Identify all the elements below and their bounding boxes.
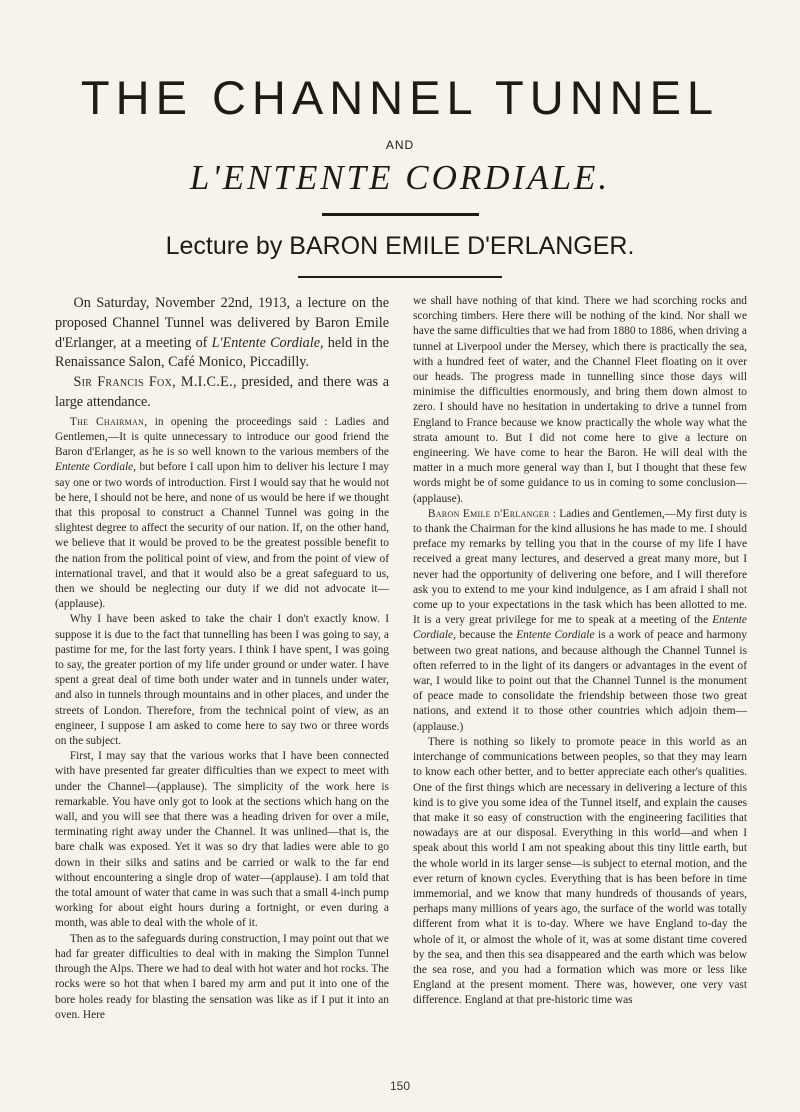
main-title: THE CHANNEL TUNNEL (80, 71, 720, 124)
subtitle: L'ENTENTE CORDIALE. (189, 158, 611, 197)
lecture-heading: Lecture by BARON EMILE D'ERLANGER. (165, 232, 635, 260)
heading-rule (298, 276, 502, 278)
paragraph: On Saturday, November 22nd, 1913, a lecture on the proposed Channel Tunnel was delivered by Baron Emile d'Erlanger, at a meeting of L'Entente Cordiale, held in the Renaissance Salon, Café Monico, Piccadilly. (55, 295, 389, 371)
paragraph: The Chairman, in opening the proceedings said : Ladies and Gentlemen,—It is quite unnecessary to introduce our good friend the Baron d'Erlanger, as he is so well known to the various members of the Entente Cordiale, but before I call upon him to deliver his lecture I may say one or two words of introduction. First I would say that he would not be here, I should not be here, and none of us would be here if we thought that this proposal to construct a Channel Tunnel was going in the slightest degree to affect the security of our nation. If, on the other hand, we believe that it would be proved to be the greatest possible benefit to the nation from the political point of view, and from the point of view of international travel, and that it would also be a great safeguard to us, then we should be neglecting our duty if we did not advocate it—(applause). (55, 415, 389, 611)
right-column (413, 294, 747, 1009)
paragraph: There is nothing so likely to promote peace in this world as an interchange of communications between peoples, so that they may learn to know each other better, and to better appreciate each other's qualities. One of the first things which are necessary in delivering a lecture of this kind is to give you some idea of the Tunnel itself, and explain the causes that make it so easy of construction with the engineering facilities that nowadays are at our disposal. Everything in this world—and when I speak about this world I am not speaking about this tiny little earth, but the whole world in its larger sense—is subject to eternal motion, and the ever return of known cycles. Everything that is has been before in time immemorial, and we know that many hundreds of thousands of years, perhaps many millions of years ago, the surface of the world was totally different from what it is to-day. Where we have England to-day the whole of it, or almost the whole of it, was at some distant time covered by the sea, and then this sea disappeared and the earth which was below the sea rose, and you had a formation which was more or less like England at the present moment. There was, however, one very vast difference. England at that pre-historic time was (413, 735, 747, 1007)
paragraph: First, I may say that the various works that I have been connected with have presented far greater difficulties than we expect to meet with under the Channel—(applause). The simplicity of the work here is remarkable. You have only got to look at the sections which hang on the wall, and you will see that there was a heading driven for over a mile, terminating right away under the Channel. It was unlined—that is, the bare chalk was exposed. Yet it was so dry that ladies were able to go down in their silks and satins and be carried or walk to the far end without encountering a single drop of water—(applause). I am told that the total amount of water that came in was such that a small 4-inch pump working for about eight hours during a fortnight, or even during a month, was able to deal with the whole of it. (55, 750, 389, 930)
paragraph: Baron Emile d'Erlanger : Ladies and Gentlemen,—My first duty is to thank the Chairman for the kind allusions he has made to me. I should preface my remarks by telling you that in the course of my life I have received a great many lectures, and deserved a great many more, but I never had the opportunity of delivering one before, and I will therefore ask you to extend to me your kind indulgence, as I am afraid I shall not come up to your expectations in the task which has been allotted to me. It is a very great privilege for me to speak at a meeting of the Entente Cordiale, because the Entente Cordiale is a work of peace and harmony between two great nations, and because although the Channel Tunnel is often referred to in the light of its dangers or advantages in the event of war, I would like to point out that the Channel Tunnel is the monument of peace made to consolidate the friendship between those two great nations, and extend it to those other countries which adjoin them—(applause.) (413, 507, 747, 733)
paragraph: Then as to the safeguards during construction, I may point out that we had far greater difficulties to deal with in making the Simplon Tunnel through the Alps. There we had to deal with hot water and hot rocks. The rocks were so hot that when I bared my arm and put it into one of the bore holes ready for blasting the sensation was like as if I put it into an oven. Here (55, 932, 389, 1021)
title-conjunction: AND (385, 138, 415, 152)
title-rule (322, 213, 479, 216)
left-column (55, 294, 389, 1023)
paragraph: we shall have nothing of that kind. There we had scorching rocks and scorching timbers. Here there will be nothing of the kind. Nor shall we have the same difficulties that we had from 1880 to 1886, when driving a tunnel at Liverpool under the Mersey, which there is practically the sea, with a hundred feet of water, and the Channel Fleet floating on it over our heads. The progress made in tunnelling since those days will minimise the difficulties enormously, and bring them down almost to zero. I should have no hesitation in undertaking to drive a tunnel from England to France because we know practically the whole way what the strata amount to. But I did not come here to give a lecture on engineering. We have come to hear the Baron. He will deal with the matter in a much more general way than I, but I thought that these few words might be of some guidance to us in coming to some conclusion—(applause). (413, 295, 747, 505)
paragraph: Sir Francis Fox, M.I.C.E., presided, and there was a large attendance. (55, 374, 390, 410)
paragraph: Why I have been asked to take the chair I don't exactly know. I suppose it is due to the fact that tunnelling has been I was going to say, a pastime for me, for the last forty years. I think I have spent, I was going to say, the greater portion of my life under ground or under water. I have spent a great deal of time both under water and in tunnels under water, and also in tunnels through mountains and in other places, and under the streets of London. Therefore, from the technical point of view, as an engineer, I suppose I am asked to come here to say two or three words on the subject. (55, 613, 389, 748)
page-number: 150 (389, 1079, 411, 1093)
